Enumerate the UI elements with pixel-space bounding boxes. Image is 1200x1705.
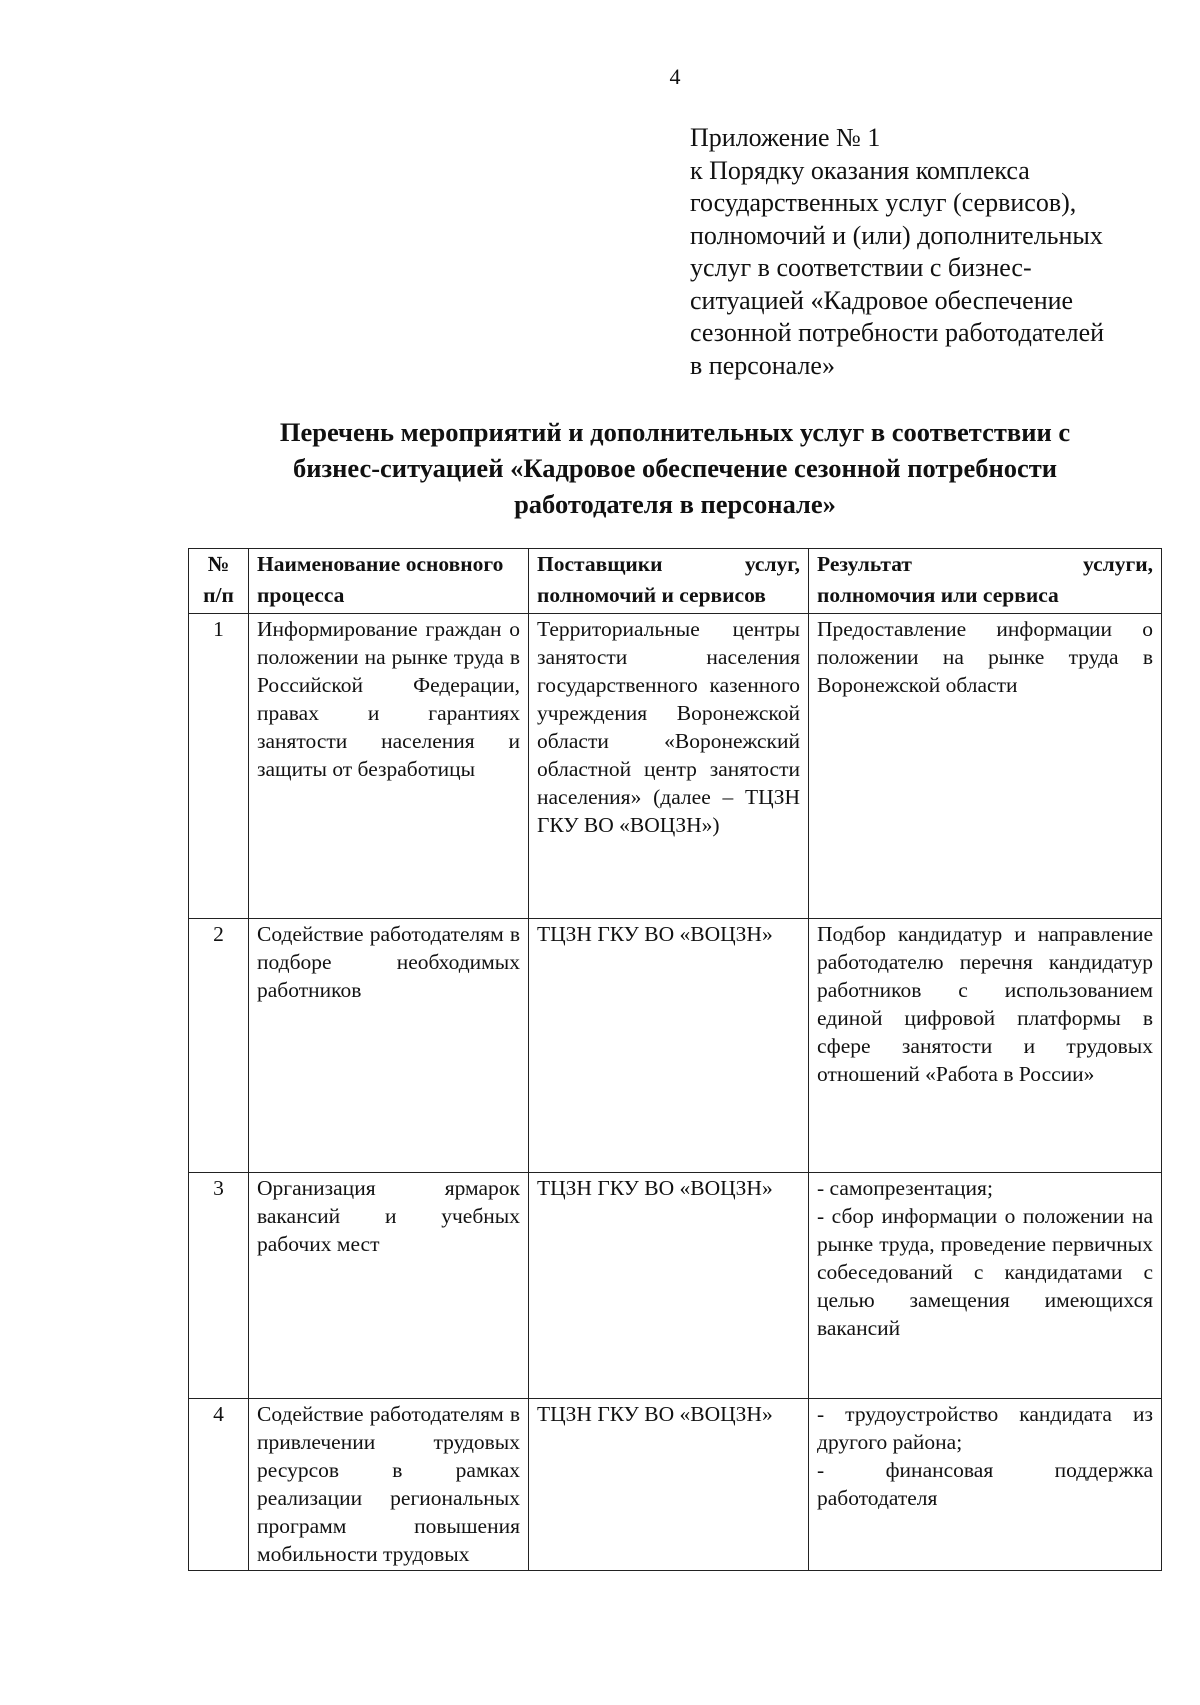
cell-provider: ТЦЗН ГКУ ВО «ВОЦЗН» [529,1399,809,1571]
result-item: - сбор информации о положении на рынке труда, проведение первичных собеседований с кандидатами с целью замещения имеющихся вакансий [817,1204,1153,1340]
document-title [180,414,1170,522]
cell-provider: ТЦЗН ГКУ ВО «ВОЦЗН» [529,919,809,1173]
cell-provider: ТЦЗН ГКУ ВО «ВОЦЗН» [529,1173,809,1399]
cell-process: Содействие работодателям в подборе необходимых работников [249,919,529,1173]
title-line: Перечень мероприятий и дополнительных услуг в соответствии с [279,417,1071,447]
table-row [189,614,1162,919]
cell-provider: Территориальные центры занятости населения государственного казенного учреждения Воронежской области «Воронежский областной центр занятости населения» (далее – ТЦЗН ГКУ ВО «ВОЦЗН») [529,614,809,919]
measures-table [188,548,1162,1571]
header-process [249,549,529,614]
annex-line: ситуацией «Кадровое обеспечение [690,285,1074,315]
result-item: - трудоустройство кандидата из другого района; [817,1402,1153,1454]
cell-process: Организация ярмарок вакансий и учебных рабочих мест [249,1173,529,1399]
table-row [189,919,1162,1173]
result-item: - самопрезентация; [817,1176,993,1200]
cell-result [809,919,1162,1173]
cell-result [809,1399,1162,1571]
result-item: Подбор кандидатур и направление работодателю перечня кандидатур работников с использованием единой цифровой платформы в сфере занятости и трудовых отношений «Работа в России» [817,922,1153,1086]
header-result [809,549,1162,614]
annex-line: Приложение № 1 [690,123,881,152]
annex-line: государственных услуг (сервисов), [690,188,1077,217]
header-provider-line: полномочий и сервисов [537,583,766,607]
header-result-line: Результат услуги, [817,552,1153,576]
annex-line: услуг в соответствии с бизнес- [690,253,1032,282]
result-item: Предоставление информации о положении на рынке труда в Воронежской области [817,617,1153,697]
header-result-line: полномочия или сервиса [817,583,1059,607]
title-line: бизнес-ситуацией «Кадровое обеспечение сезонной потребности [292,453,1058,483]
header-num-line: № [207,552,230,576]
cell-num: 1 [189,614,249,919]
annex-line: к Порядку оказания комплекса [690,155,1030,185]
annex-header [690,122,1160,382]
cell-process: Информирование граждан о положении на рынке труда в Российской Федерации, правах и гарантиях занятости населения и защиты от безработицы [249,614,529,919]
cell-num: 3 [189,1173,249,1399]
title-line: работодателя в персонале» [514,489,836,519]
cell-num: 4 [189,1399,249,1571]
annex-line: сезонной потребности работодателей [690,318,1105,347]
header-provider-line: Поставщики услуг, [537,552,800,576]
header-process-line: Наименование основного [257,552,504,576]
annex-line: в персонале» [690,350,835,380]
cell-result [809,614,1162,919]
table-header-row [189,549,1162,614]
table-row [189,1173,1162,1399]
annex-line: полномочий и (или) дополнительных [690,220,1103,250]
page-number: 4 [669,64,681,89]
result-item: - финансовая поддержка работодателя [817,1458,1153,1510]
header-process-line: процесса [257,583,345,607]
header-provider [529,549,809,614]
cell-process: Содействие работодателям в привлечении трудовых ресурсов в рамках реализации региональных программ повышения мобильности трудовых [249,1399,529,1571]
header-num-line: п/п [203,583,234,607]
header-num [189,549,249,614]
cell-num: 2 [189,919,249,1173]
cell-result [809,1173,1162,1399]
table-row [189,1399,1162,1571]
